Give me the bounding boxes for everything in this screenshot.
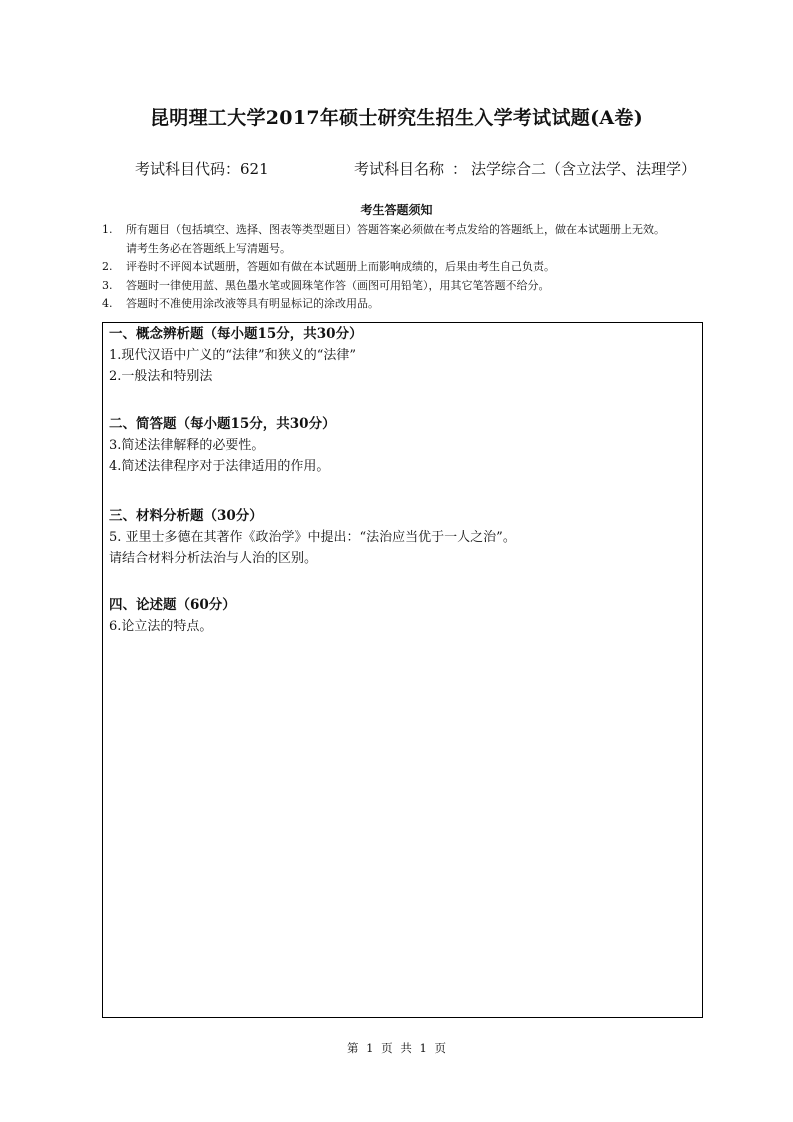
notice-text: 答题时一律使用蓝、黑色墨水笔或圆珠笔作答（画图可用铅笔），用其它笔答题不给分。 xyxy=(126,278,550,292)
page-title: 昆明理工大学2017年硕士研究生招生入学考试试题(A卷) xyxy=(149,107,643,129)
question-item: 4.简述法律程序对于法律适用的作用。 xyxy=(109,459,330,474)
question-item: 3.简述法律解释的必要性。 xyxy=(109,438,265,453)
question-item: 2.一般法和特别法 xyxy=(109,369,213,384)
notice-number: 1. xyxy=(102,223,113,236)
section-title: 三、材料分析题（30分） xyxy=(109,508,263,524)
notice-number: 2. xyxy=(102,260,113,273)
question-item: 6.论立法的特点。 xyxy=(109,619,213,634)
notice-item xyxy=(102,258,712,277)
section-title: 二、简答题（每小题15分，共30分） xyxy=(109,416,336,432)
notice-text: 评卷时不评阅本试题册，答题如有做在本试题册上而影响成绩的，后果由考生自己负责。 xyxy=(126,260,555,273)
subject-name-separator: ： xyxy=(452,160,468,178)
subject-name-line xyxy=(354,158,696,179)
section-material-analysis xyxy=(109,506,694,569)
subject-name-label: 考试科目名称 xyxy=(354,160,445,178)
question-item: 请结合材料分析法治与人治的区别。 xyxy=(109,551,318,566)
question-item: 5. 亚里士多德在其著作《政治学》中提出：“法治应当优于一人之治”。 xyxy=(109,530,516,545)
notice-item xyxy=(102,221,712,258)
notice-text: 答题时不准使用涂改液等具有明显标记的涂改用品。 xyxy=(126,297,379,310)
section-title: 一、概念辨析题（每小题15分，共30分） xyxy=(109,326,363,342)
notice-item xyxy=(102,277,712,296)
notice-text: 所有题目（包括填空、选择、图表等类型题目）答题答案必须做在考点发给的答题纸上，做在本试题册上无效。 xyxy=(126,223,665,236)
notice-number: 3. xyxy=(102,278,113,292)
section-concept-analysis xyxy=(109,324,694,387)
subject-code-value: 621 xyxy=(240,160,269,178)
section-title: 四、论述题（60分） xyxy=(109,597,236,613)
subject-code-label: 考试科目代码： xyxy=(135,160,241,178)
section-essay xyxy=(109,595,694,637)
notice-heading: 考生答题须知 xyxy=(360,203,433,217)
subject-name-value: 法学综合二（含立法学、法理学） xyxy=(471,160,697,178)
notice-number: 4. xyxy=(102,297,113,310)
notice-list xyxy=(102,221,712,314)
question-box xyxy=(102,322,703,1018)
subject-code-line xyxy=(135,158,269,179)
notice-item xyxy=(102,295,712,314)
notice-text: 请考生务必在答题纸上写清题号。 xyxy=(126,241,291,255)
page-footer: 第 1 页 共 1 页 xyxy=(347,1041,446,1055)
section-short-answer xyxy=(109,414,694,477)
question-item: 1.现代汉语中广义的“法律”和狭义的“法律” xyxy=(109,348,356,363)
